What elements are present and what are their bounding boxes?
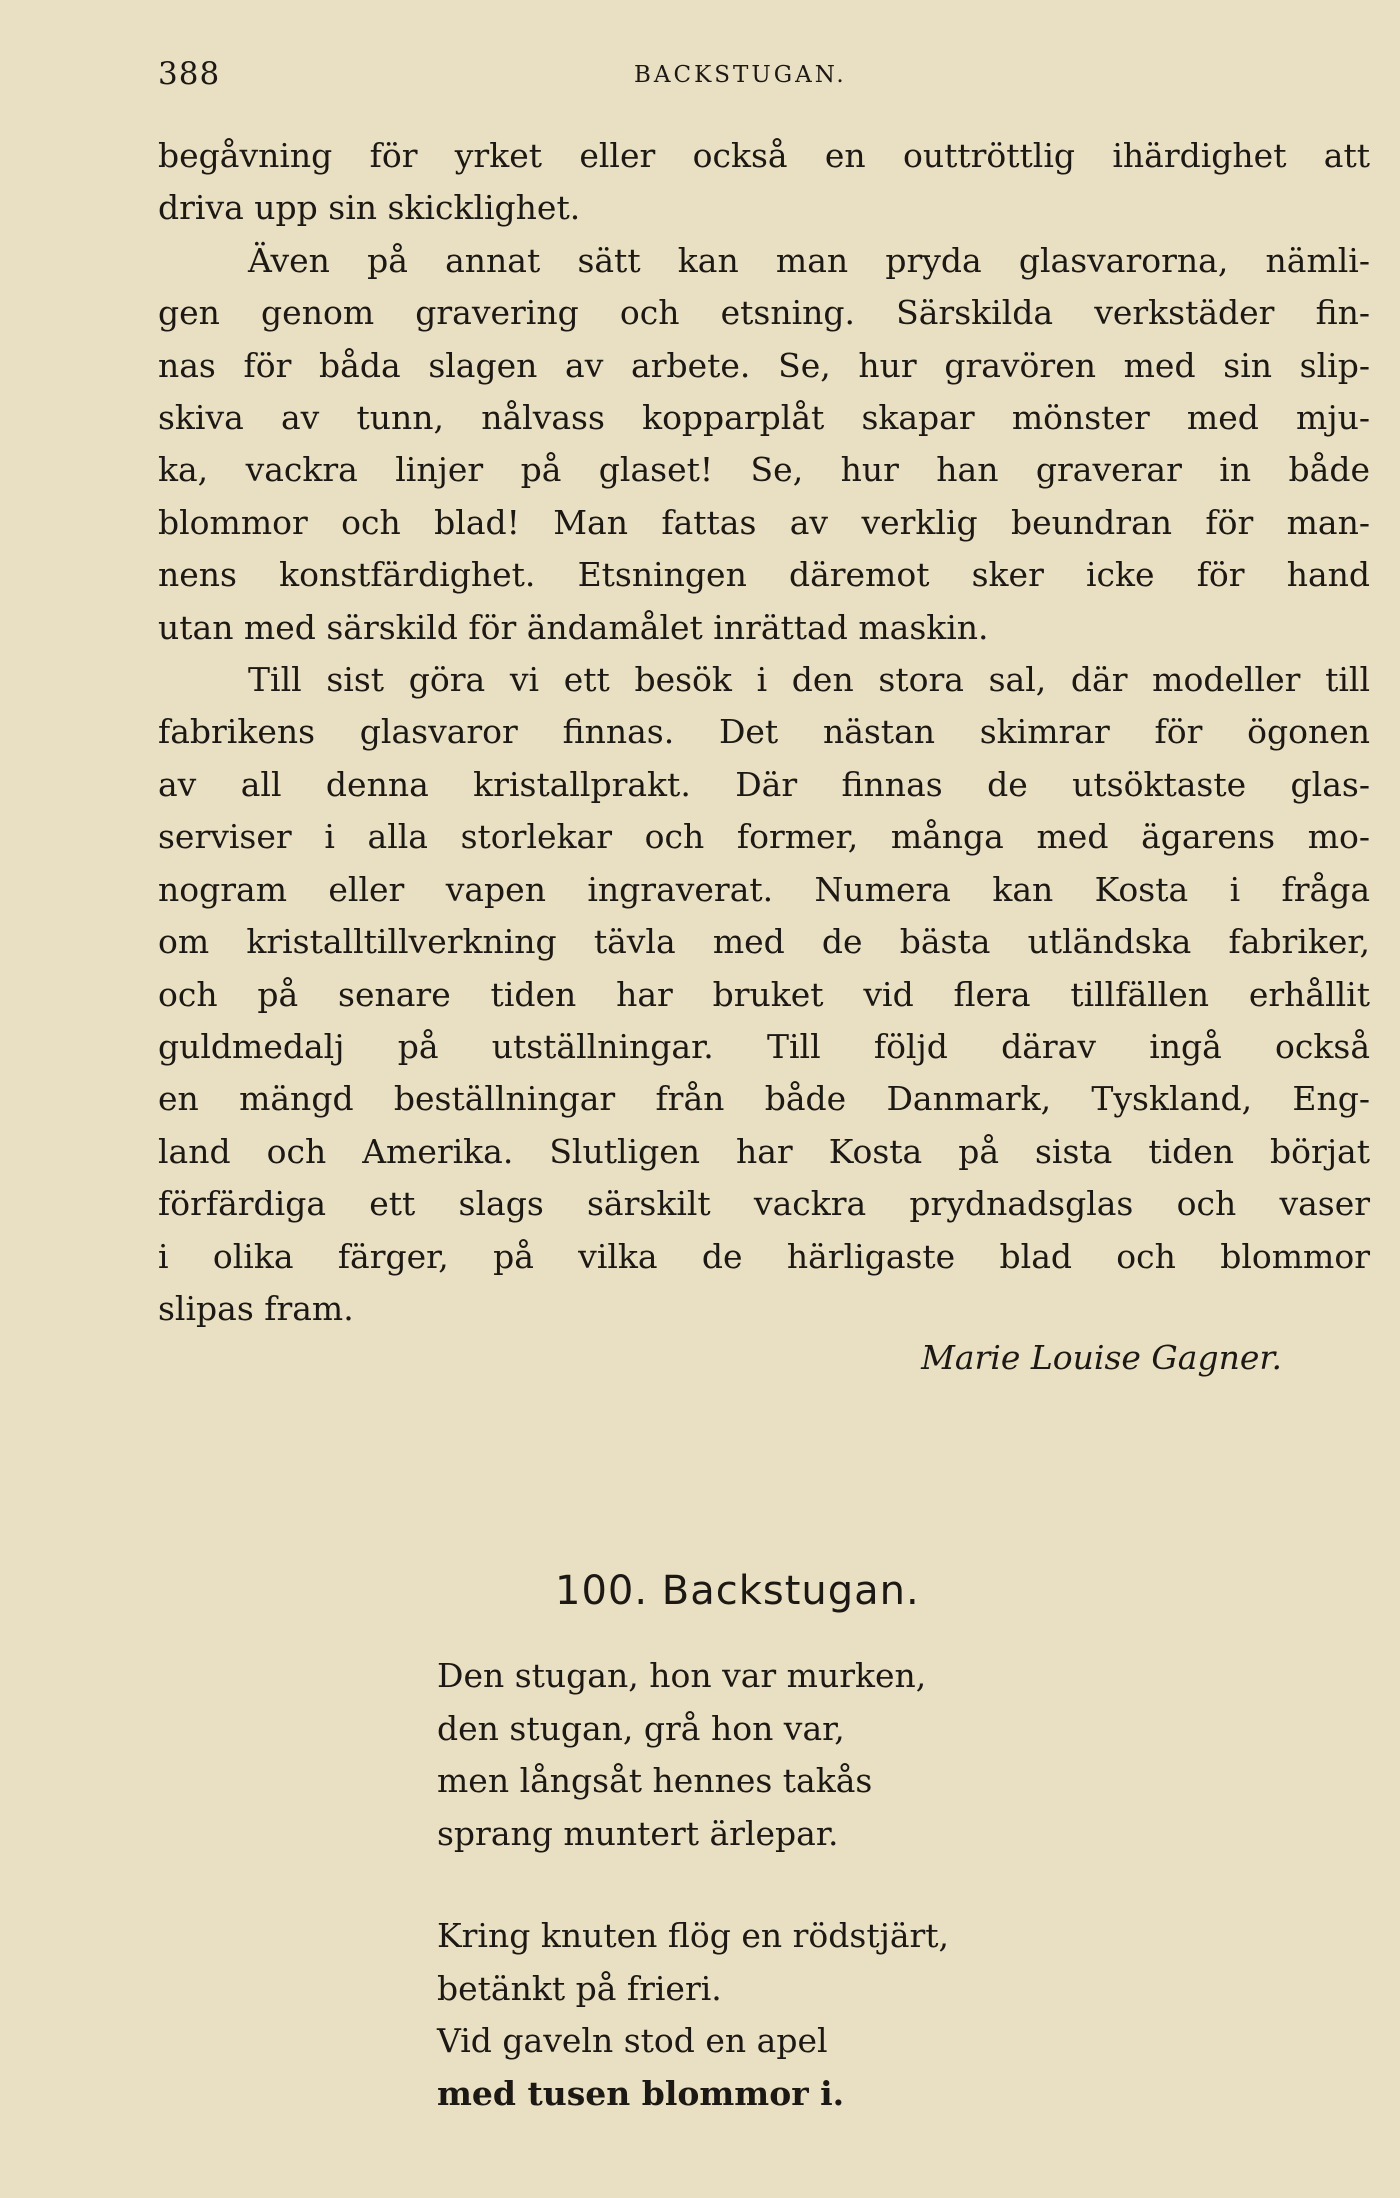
poem [437,1650,949,2170]
verse-line: Vid gaveln stod en apel [437,2021,828,2060]
text-line: blommor och blad! Man fattas av verklig beundran för man- [158,502,1370,542]
verse-line: betänkt på frieri. [437,1968,722,2008]
verse-line: Den stugan, hon var murken, [437,1656,927,1695]
text-line: begåvning för yrket eller också en outtröttlig ihärdighet att [158,136,1370,175]
text-line: Även på annat sätt kan man pryda glasvarorna, nämli- [248,240,1370,280]
text-line: utan med särskild för ändamålet inrättad maskin. [158,607,989,647]
text-line: av all denna kristallprakt. Där finnas de utsöktaste glas- [158,764,1370,804]
text-line: guldmedalj på utställningar. Till följd därav ingå också [158,1026,1370,1066]
verse-line: men långsåt hennes takås [437,1761,873,1800]
text-line: nogram eller vapen ingraverat. Numera kan Kosta i fråga [158,869,1370,909]
text-line: Till sist göra vi ett besök i den stora sal, där modeller till [248,660,1370,700]
page-number: 388 [158,56,221,92]
text-line: gen genom gravering och etsning. Särskilda verkstäder fin- [158,293,1370,333]
stanza [437,1910,949,2120]
verse-line: sprang muntert ärlepar. [437,1813,839,1853]
author-signature: Marie Louise Gagner. [921,1338,1282,1377]
text-line: en mängd beställningar från både Danmark, Tyskland, Eng- [158,1079,1370,1119]
text-line: slipas fram. [158,1288,354,1328]
text-line: land och Amerika. Slutligen har Kosta på sista tiden börjat [158,1131,1370,1171]
text-line: nens konstfärdighet. Etsningen däremot sker icke för hand [158,555,1370,595]
verse-line: Kring knuten flög en rödstjärt, [437,1916,950,1955]
stanza [437,1650,949,1860]
page-header [158,56,1370,102]
text-line: i olika färger, på vilka de härligaste blad och blommor [158,1236,1370,1276]
text-line: skiva av tunn, nålvass kopparplåt skapar mönster med mju- [158,398,1370,438]
body-text [158,130,1370,1335]
text-line: fabrikens glasvaror finnas. Det nästan skimrar för ögonen [158,712,1370,752]
paragraph [158,130,1370,235]
text-line: nas för båda slagen av arbete. Se, hur gravören med sin slip- [158,345,1370,385]
poem-title: 100. Backstugan. [555,1568,920,1614]
verse-line: med tusen blommor i. [437,2073,845,2113]
running-head: BACKSTUGAN. [634,62,847,88]
text-line: ka, vackra linjer på glaset! Se, hur han graverar in både [158,450,1370,490]
text-line: förfärdiga ett slags särskilt vackra prydnadsglas och vaser [158,1184,1370,1224]
paragraph [158,654,1370,1335]
text-line: driva upp sin skicklighet. [158,188,581,228]
verse-line: den stugan, grå hon var, [437,1708,845,1748]
text-line: om kristalltillverkning tävla med de bästa utländska fabriker, [158,922,1370,962]
paragraph [158,235,1370,654]
text-line: serviser i alla storlekar och former, många med ägarens mo- [158,817,1370,857]
text-line: och på senare tiden har bruket vid flera tillfällen erhållit [158,974,1370,1014]
